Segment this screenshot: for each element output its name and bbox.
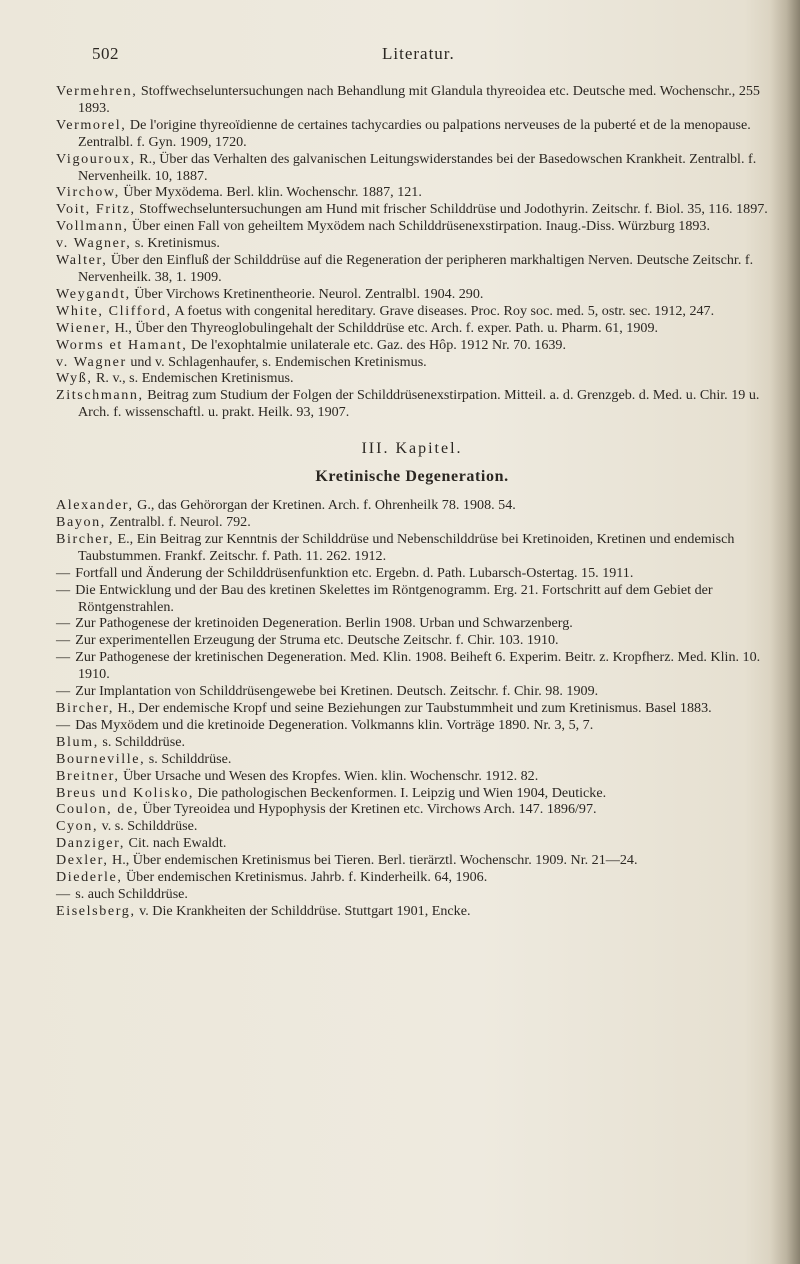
reference-text: E., Ein Beitrag zur Kenntnis der Schilddrüse und Nebenschilddrüse bei Kretinoiden, Kretinen und endemisch Taubstummen. Frankf. Zeitschr. f. Path. 11. 262. 1912.: [78, 530, 735, 564]
reference-author: Worms et Hamant,: [56, 336, 188, 353]
reference-entry: [56, 252, 768, 286]
page-edge-shadow: [770, 0, 800, 1264]
reference-entry: [56, 201, 768, 218]
reference-entry: [56, 354, 768, 371]
reference-author: —: [56, 581, 72, 598]
reference-entry: [56, 370, 768, 387]
reference-author: Vermehren,: [56, 83, 138, 99]
reference-entry: [56, 303, 768, 320]
reference-author: Eiselsberg,: [56, 902, 136, 919]
reference-text: Über den Einfluß der Schilddrüse auf die Regeneration der peripheren markhaltigen Nerven. Deutsche Zeitschr. f. Nervenheilk. 38, 1. 1909.: [78, 252, 754, 285]
reference-text: Fortfall und Änderung der Schilddrüsenfunktion etc. Ergebn. d. Path. Lubarsch-Ostertag. 15. 1911.: [71, 564, 634, 581]
reference-entry: [56, 582, 768, 616]
reference-author: Bircher,: [56, 530, 115, 547]
page-number: 502: [92, 44, 119, 63]
reference-text: v. s. Schilddrüse.: [98, 818, 198, 835]
reference-text: Beitrag zum Studium der Folgen der Schilddrüsenexstirpation. Mitteil. a. d. Grenzgeb. d. Med. u. Chir. 19 u. Arch. f. wissenschaftl. u. prakt. Heilk. 93, 1907.: [78, 387, 760, 421]
reference-author: Dexler,: [56, 852, 109, 869]
reference-entry: [56, 151, 768, 185]
reference-text: s. Schilddrüse.: [98, 733, 185, 750]
reference-entry: [56, 117, 768, 151]
reference-text: R. v., s. Endemischen Kretinismus.: [92, 370, 294, 387]
reference-entry: [56, 801, 768, 818]
reference-entry: [56, 514, 768, 531]
reference-author: Vigouroux,: [56, 150, 136, 167]
reference-entry: [56, 768, 768, 785]
reference-entry: [56, 683, 768, 700]
reference-author: Cyon,: [56, 818, 99, 835]
reference-author: Bircher,: [56, 700, 115, 716]
reference-text: Über einen Fall von geheiltem Myxödem nach Schilddrüsenexstirpation. Inaug.-Diss. Würzburg 1893.: [128, 218, 710, 235]
reference-text: und v. Schlagenhaufer, s. Endemischen Kretinismus.: [126, 353, 427, 370]
reference-author: —: [56, 649, 72, 666]
reference-text: Zur experimentellen Erzeugung der Struma etc. Deutsche Zeitschr. f. Chir. 103. 1910.: [71, 632, 559, 649]
reference-text: Über endemischen Kretinismus. Jahrb. f. Kinderheilk. 64, 1906.: [122, 869, 488, 886]
reference-entry: [56, 337, 768, 354]
reference-text: H., Über den Thyreoglobulingehalt der Schilddrüse etc. Arch. f. exper. Path. u. Pharm. 61, 1909.: [111, 319, 659, 336]
reference-entry: [56, 235, 768, 252]
reference-text: Über Myxödema. Berl. klin. Wochenschr. 1887, 121.: [119, 184, 422, 201]
reference-entry: [56, 632, 768, 649]
reference-entry: [56, 615, 768, 632]
page-header: [92, 44, 760, 68]
reference-text: Die Entwicklung und der Bau des kretinen Skelettes im Röntgenogramm. Erg. 21. Fortschritt auf dem Gebiet der Röntgenstrahlen.: [71, 581, 713, 615]
reference-entry: [56, 320, 768, 337]
reference-text: A foetus with congenital hereditary. Grave diseases. Proc. Roy soc. med. 5, ostr. sec. 1912, 247.: [171, 302, 715, 319]
reference-entry: [56, 565, 768, 582]
reference-text: Stoffwechseluntersuchungen am Hund mit frischer Schilddrüse und Jodothyrin. Zeitschr. f. Biol. 35, 116. 1897.: [135, 201, 768, 218]
reference-entry: [56, 184, 768, 201]
reference-text: H., Der endemische Kropf und seine Beziehungen zur Taubstummheit und zum Kretinismus. Basel 1883.: [114, 700, 712, 716]
reference-entry: [56, 751, 768, 768]
bibliography-list-part-1: [56, 83, 768, 421]
reference-author: Breitner,: [56, 767, 120, 784]
reference-entry: [56, 886, 768, 903]
reference-entry: [56, 734, 768, 751]
reference-author: Zitschmann,: [56, 387, 144, 404]
reference-author: v. Wagner,: [56, 235, 132, 252]
reference-author: Walter,: [56, 252, 108, 269]
reference-author: —: [56, 564, 72, 581]
reference-author: Diederle,: [56, 869, 123, 886]
reference-text: s. auch Schilddrüse.: [71, 885, 188, 902]
reference-text: Stoffwechseluntersuchungen nach Behandlung mit Glandula thyreoidea etc. Deutsche med. Wochenschr., 255 1893.: [78, 83, 760, 116]
reference-author: Vollmann,: [56, 218, 129, 235]
reference-text: Über Tyreoidea und Hypophysis der Kretinen etc. Virchows Arch. 147. 1896/97.: [138, 801, 597, 818]
reference-text: Zur Pathogenese der kretinoiden Degeneration. Berlin 1908. Urban und Schwarzenberg.: [71, 615, 573, 632]
running-title: Literatur.: [382, 44, 455, 63]
reference-author: Alexander,: [56, 497, 134, 514]
reference-entry: [56, 531, 768, 565]
reference-entry: [56, 717, 768, 734]
reference-author: Wiener,: [56, 319, 112, 336]
reference-text: Über Virchows Kretinentheorie. Neurol. Zentralbl. 1904. 290.: [130, 285, 484, 302]
reference-author: —: [56, 885, 72, 902]
reference-author: Bayon,: [56, 514, 106, 531]
reference-text: H., Über endemischen Kretinismus bei Tieren. Berl. tierärztl. Wochenschr. 1909. Nr. 21—24.: [108, 852, 638, 869]
reference-entry: [56, 286, 768, 303]
reference-entry: [56, 903, 768, 920]
section-title: Kretinische Degeneration.: [315, 468, 509, 486]
reference-author: —: [56, 615, 72, 632]
reference-author: v. Wagner: [56, 353, 127, 370]
reference-author: Coulon, de,: [56, 801, 139, 818]
reference-entry: [56, 83, 768, 117]
reference-entry: [56, 818, 768, 835]
reference-text: Zentralbl. f. Neurol. 792.: [105, 514, 251, 531]
reference-text: v. Die Krankheiten der Schilddrüse. Stuttgart 1901, Encke.: [135, 902, 471, 919]
reference-entry: [56, 700, 768, 717]
chapter-heading: III. Kapitel.: [361, 440, 463, 458]
reference-entry: [56, 387, 768, 421]
reference-author: Danziger,: [56, 835, 126, 852]
reference-text: De l'exophtalmie unilaterale etc. Gaz. des Hôp. 1912 Nr. 70. 1639.: [187, 336, 566, 353]
reference-text: Zur Implantation von Schilddrüsengewebe bei Kretinen. Deutsch. Zeitschr. f. Chir. 98. 1909.: [71, 683, 599, 700]
reference-text: G., das Gehörorgan der Kretinen. Arch. f. Ohrenheilk 78. 1908. 54.: [133, 497, 516, 514]
reference-author: White, Clifford,: [56, 302, 172, 319]
reference-author: Weygandt,: [56, 285, 131, 302]
reference-entry: [56, 497, 768, 514]
reference-text: Die pathologischen Beckenformen. I. Leipzig und Wien 1904, Deuticke.: [194, 784, 607, 801]
reference-author: Voit, Fritz,: [56, 201, 136, 218]
reference-entry: [56, 649, 768, 683]
reference-text: Über Ursache und Wesen des Kropfes. Wien. klin. Wochenschr. 1912. 82.: [119, 767, 539, 784]
bibliography-list-part-2: [56, 497, 768, 920]
bibliography: [56, 83, 768, 920]
reference-text: s. Schilddrüse.: [145, 750, 232, 767]
reference-author: Virchow,: [56, 184, 120, 201]
reference-author: —: [56, 632, 72, 649]
reference-entry: [56, 835, 768, 852]
reference-text: De l'origine thyreoïdienne de certaines tachycardies ou palpations nerveuses de la puberté et de la menopause. Zentralbl. f. Gyn. 1909, 1720.: [78, 116, 751, 150]
reference-author: Bourneville,: [56, 750, 146, 767]
reference-author: —: [56, 683, 72, 700]
reference-text: Cit. nach Ewaldt.: [125, 835, 227, 852]
reference-author: Wyß,: [56, 370, 93, 387]
reference-entry: [56, 785, 768, 802]
reference-entry: [56, 218, 768, 235]
reference-text: Das Myxödem und die kretinoide Degeneration. Volkmanns klin. Vorträge 1890. Nr. 3, 5, 7.: [71, 716, 594, 733]
reference-author: Vermorel,: [56, 116, 127, 133]
reference-text: R., Über das Verhalten des galvanischen Leitungswiderstandes bei der Basedowschen Krankheit. Zentralbl. f. Nervenheilk. 10, 1887.: [78, 150, 757, 184]
reference-author: Breus und Kolisko,: [56, 784, 195, 801]
reference-text: Zur Pathogenese der kretinischen Degeneration. Med. Klin. 1908. Beiheft 6. Experim. Beitr. z. Kropfherz. Med. Klin. 10. 1910.: [71, 649, 761, 683]
reference-entry: [56, 869, 768, 886]
reference-author: —: [56, 716, 72, 733]
reference-author: Blum,: [56, 733, 99, 750]
reference-text: s. Kretinismus.: [131, 235, 220, 252]
reference-entry: [56, 852, 768, 869]
